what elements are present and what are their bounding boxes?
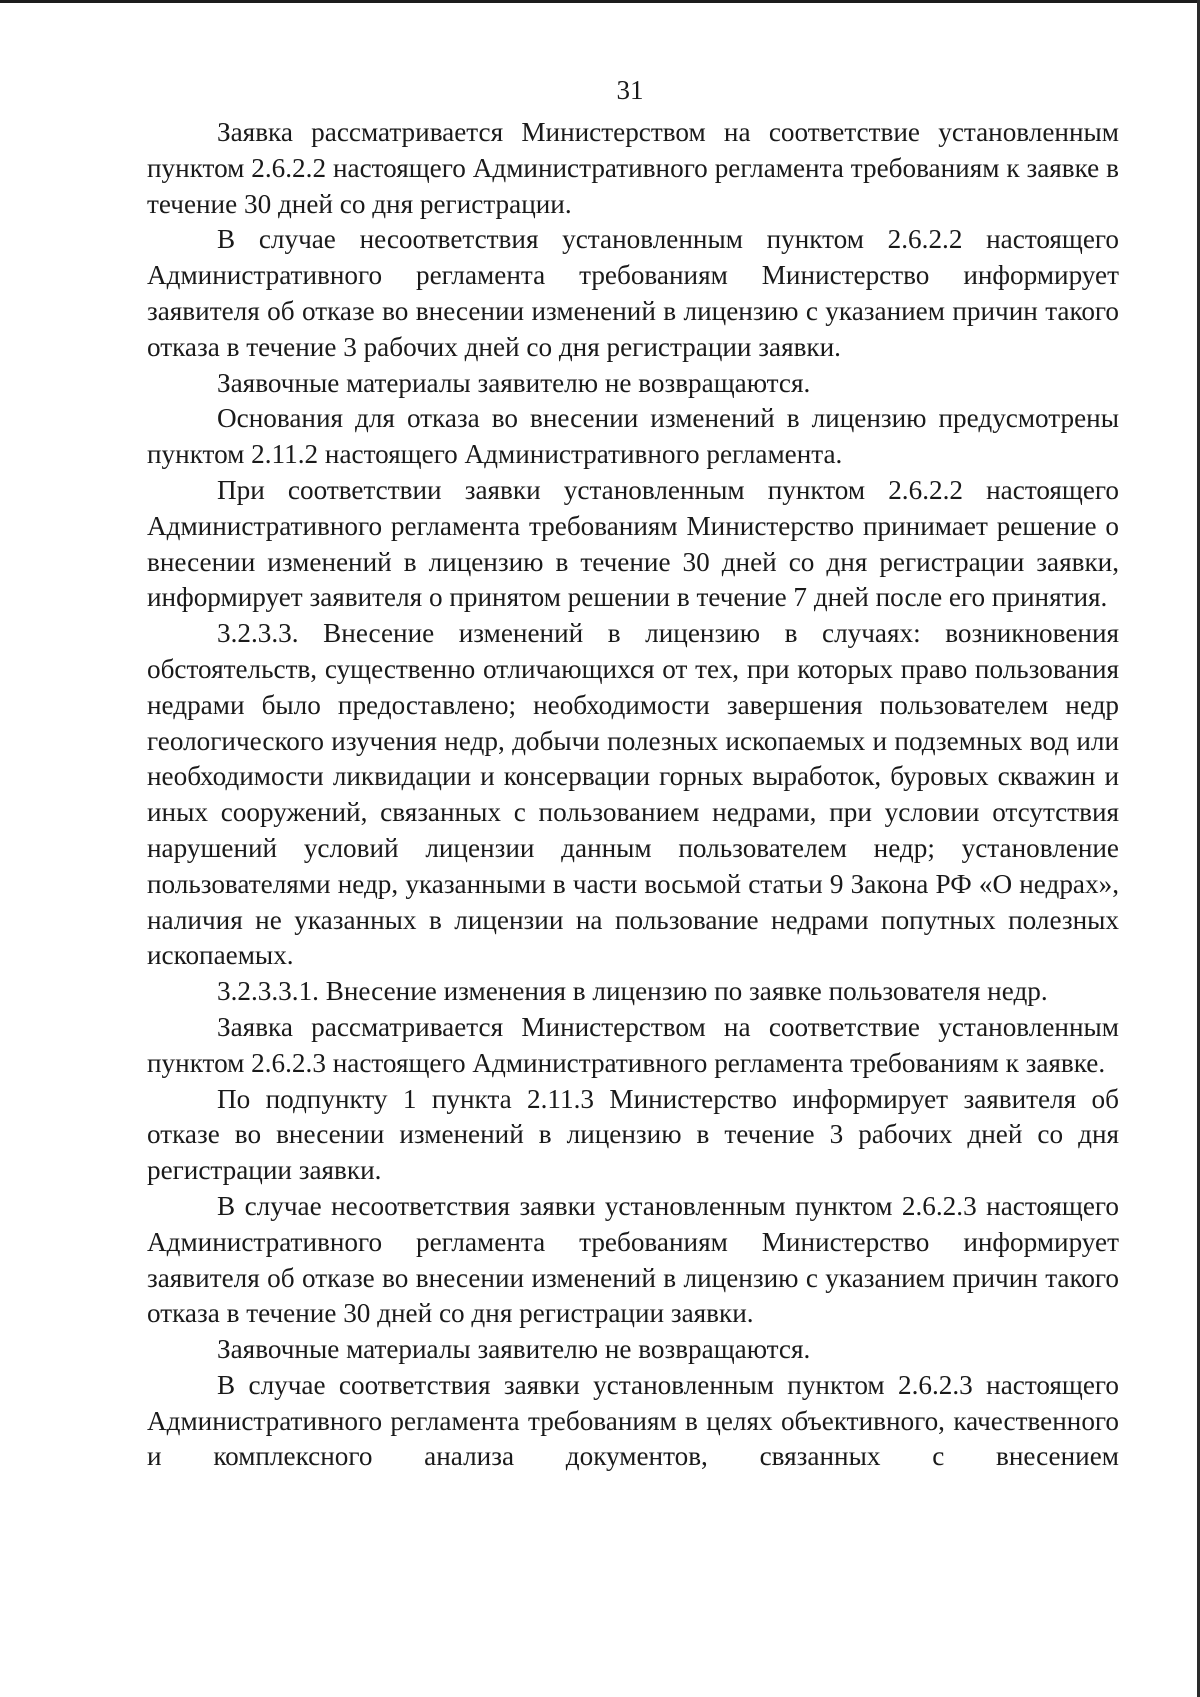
paragraph: 3.2.3.3.1. Внесение изменения в лицензию по заявке пользователя недр.	[217, 976, 1048, 1007]
paragraph: Заявка рассматривается Министерством на соответствие установленным пунктом 2.6.2.2 настоящего Административного регламента требованиям к заявке в течение 30 дней со дня регистрации.	[147, 117, 1119, 219]
paragraph: В случае несоответствия заявки установленным пунктом 2.6.2.3 настоящего Административного регламента требованиям Министерство информирует заявителя об отказе во внесении изменений в лицензию с указанием причин такого отказа в течение 30 дней со дня регистрации заявки.	[147, 1190, 1119, 1329]
paragraph: При соответствии заявки установленным пунктом 2.6.2.2 настоящего Административного регламента требованиям Министерство принимает решение о внесении изменений в лицензию в течение 30 дней со дня регистрации заявки, информирует заявителя о принятом решении в течение 7 дней после его принятия.	[147, 474, 1119, 613]
scan-border-top	[0, 0, 1200, 3]
paragraph: 3.2.3.3. Внесение изменений в лицензию в случаях: возникновения обстоятельств, существенно отличающихся от тех, при которых право пользования недрами было предоставлено; необходимости завершения пользователем недр геологического изучения недр, добычи полезных ископаемых и подземных вод или необходимости ликвидации и консервации горных выработок, буровых скважин и иных сооружений, связанных с пользованием недрами, при условии отсутствия нарушений условий лицензии данным пользователем недр; установление пользователями недр, указанными в части восьмой статьи 9 Закона РФ «О недрах», наличия не указанных в лицензии на пользование недрами попутных полезных ископаемых.	[147, 618, 1119, 971]
paragraph: Заявочные материалы заявителю не возвращаются.	[217, 367, 811, 398]
paragraph: По подпункту 1 пункта 2.11.3 Министерство информирует заявителя об отказе во внесении изменений в лицензию в течение 3 рабочих дней со дня регистрации заявки.	[147, 1083, 1119, 1186]
paragraph: Заявка рассматривается Министерством на соответствие установленным пунктом 2.6.2.3 настоящего Административного регламента требованиям к заявке.	[147, 1011, 1119, 1078]
paragraph: В случае несоответствия установленным пунктом 2.6.2.2 настоящего Административного регламента требованиям Министерство информирует заявителя об отказе во внесении изменений в лицензию с указанием причин такого отказа в течение 3 рабочих дней со дня регистрации заявки.	[147, 224, 1119, 362]
paragraph: Основания для отказа во внесении изменений в лицензию предусмотрены пунктом 2.11.2 настоящего Административного регламента.	[147, 403, 1119, 470]
paragraph: Заявочные материалы заявителю не возвращаются.	[217, 1334, 811, 1365]
document-body	[147, 115, 1119, 1475]
page-number: 31	[616, 75, 644, 105]
paragraph: В случае соответствия заявки установленным пунктом 2.6.2.3 настоящего Административного регламента требованиям в целях объективного, качественного и комплексного анализа документов, связанных с внесением	[147, 1369, 1119, 1472]
